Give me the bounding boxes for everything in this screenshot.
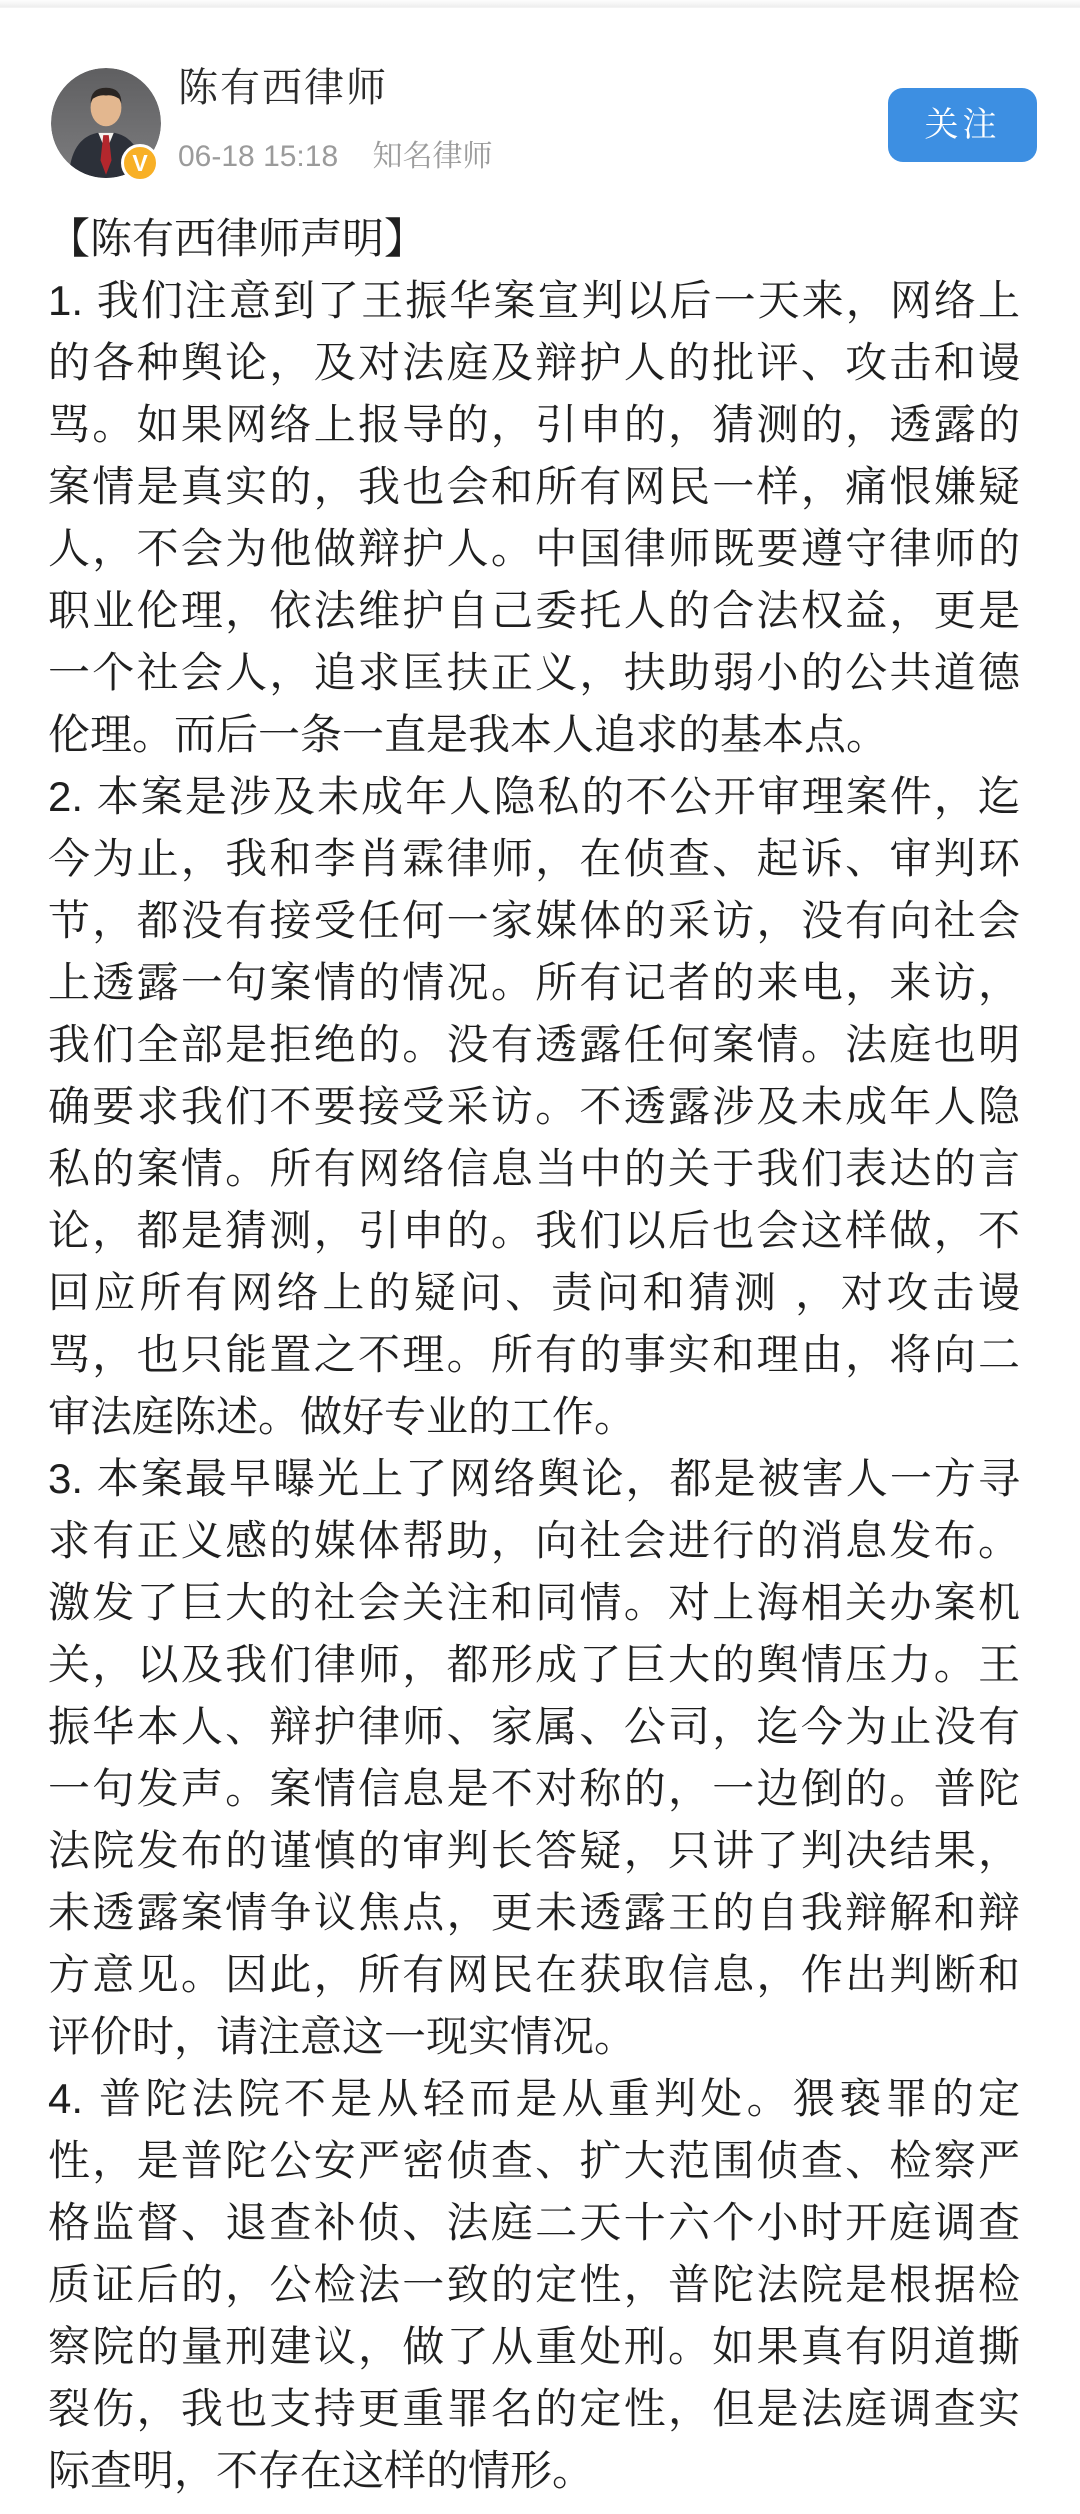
post-text-line: 我们全部是拒绝的。没有透露任何案情。法庭也明 <box>48 1021 1020 1068</box>
post-text-line: 的各种舆论，及对法庭及辩护人的批评、攻击和谩 <box>48 339 1020 386</box>
post-text-line: 一句发声。案情信息是不对称的，一边倒的。普陀 <box>48 1765 1020 1812</box>
author-tag: 知名律师 <box>372 140 493 173</box>
post-text-line: 2. 本案是涉及未成年人隐私的不公开审理案件，迄 <box>48 773 1020 820</box>
post-text-line: 上透露一句案情的情况。所有记者的来电，来访， <box>48 959 1020 1006</box>
post-text-line: 质证后的，公检法一致的定性，普陀法院是根据检 <box>48 2261 1020 2308</box>
post-text-line: 未透露案情争议焦点，更未透露王的自我辩解和辩 <box>48 1889 1020 1936</box>
post-text-line: 4. 普陀法院不是从轻而是从重判处。猥亵罪的定 <box>48 2075 1020 2122</box>
post-text-line: 骂。如果网络上报导的，引申的，猜测的，透露的 <box>48 401 1020 448</box>
post-text-line: 私的案情。所有网络信息当中的关于我们表达的言 <box>48 1145 1020 1192</box>
post-text-line: 【陈有西律师声明】 <box>48 215 427 262</box>
post-text-line: 伦理。而后一条一直是我本人追求的基本点。 <box>48 711 889 758</box>
post-text-line: 职业伦理，依法维护自己委托人的合法权益，更是 <box>48 587 1020 634</box>
post-text-line: 裂伤，我也支持更重罪名的定性，但是法庭调查实 <box>48 2385 1020 2432</box>
post-text-line: 3. 本案最早曝光上了网络舆论，都是被害人一方寻 <box>48 1455 1020 1502</box>
post-text-line: 察院的量刑建议，做了从重处刑。如果真有阴道撕 <box>48 2323 1020 2370</box>
top-divider <box>0 0 1080 8</box>
post-header <box>0 8 1080 200</box>
post-text-line: 案情是真实的，我也会和所有网民一样，痛恨嫌疑 <box>48 463 1020 510</box>
post-text-line: 一个社会人，追求匡扶正义，扶助弱小的公共道德 <box>48 649 1020 696</box>
post-text-line: 今为止，我和李肖霖律师，在侦查、起诉、审判环 <box>48 835 1020 882</box>
post-text-line: 论，都是猜测，引申的。我们以后也会这样做，不 <box>48 1207 1020 1254</box>
verified-badge-icon: V <box>121 144 159 182</box>
post-text-line: 格监督、退查补侦、法庭二天十六个小时开庭调查 <box>48 2199 1020 2246</box>
post-text-line: 振华本人、辩护律师、家属、公司，迄今为止没有 <box>48 1703 1020 1750</box>
post-text-line: 法院发布的谨慎的审判长答疑，只讲了判决结果， <box>48 1827 1020 1874</box>
post-text-line: 审法庭陈述。做好专业的工作。 <box>48 1393 637 1440</box>
post-text-line: 求有正义感的媒体帮助，向社会进行的消息发布。 <box>48 1517 1020 1564</box>
post-text-line: 回应所有网络上的疑问、责问和猜测 ，对攻击谩 <box>48 1269 1020 1316</box>
post-text-line: 性，是普陀公安严密侦查、扩大范围侦查、检察严 <box>48 2137 1020 2184</box>
post-text-line: 骂，也只能置之不理。所有的事实和理由，将向二 <box>48 1331 1020 1378</box>
post-text-line: 节，都没有接受任何一家媒体的采访，没有向社会 <box>48 897 1020 944</box>
author-name[interactable]: 陈有西律师 <box>178 66 388 110</box>
post-text-line: 方意见。因此，所有网民在获取信息，作出判断和 <box>48 1951 1020 1998</box>
post-text-line: 确要求我们不要接受采访。不透露涉及未成年人隐 <box>48 1083 1020 1130</box>
post-text-line: 激发了巨大的社会关注和同情。对上海相关办案机 <box>48 1579 1020 1626</box>
post-text-line: 评价时，请注意这一现实情况。 <box>48 2013 637 2060</box>
post-text-line: 1. 我们注意到了王振华案宣判以后一天来，网络上 <box>48 277 1020 324</box>
post-text-line: 人，不会为他做辩护人。中国律师既要遵守律师的 <box>48 525 1020 572</box>
post-text-line: 关，以及我们律师，都形成了巨大的舆情压力。王 <box>48 1641 1020 1688</box>
post-text-line: 际查明，不存在这样的情形。 <box>48 2447 595 2494</box>
post-timestamp: 06-18 15:18 <box>178 140 339 173</box>
post-body <box>0 200 1080 2502</box>
post-meta <box>178 138 492 176</box>
follow-button[interactable]: 关注 <box>888 88 1037 162</box>
